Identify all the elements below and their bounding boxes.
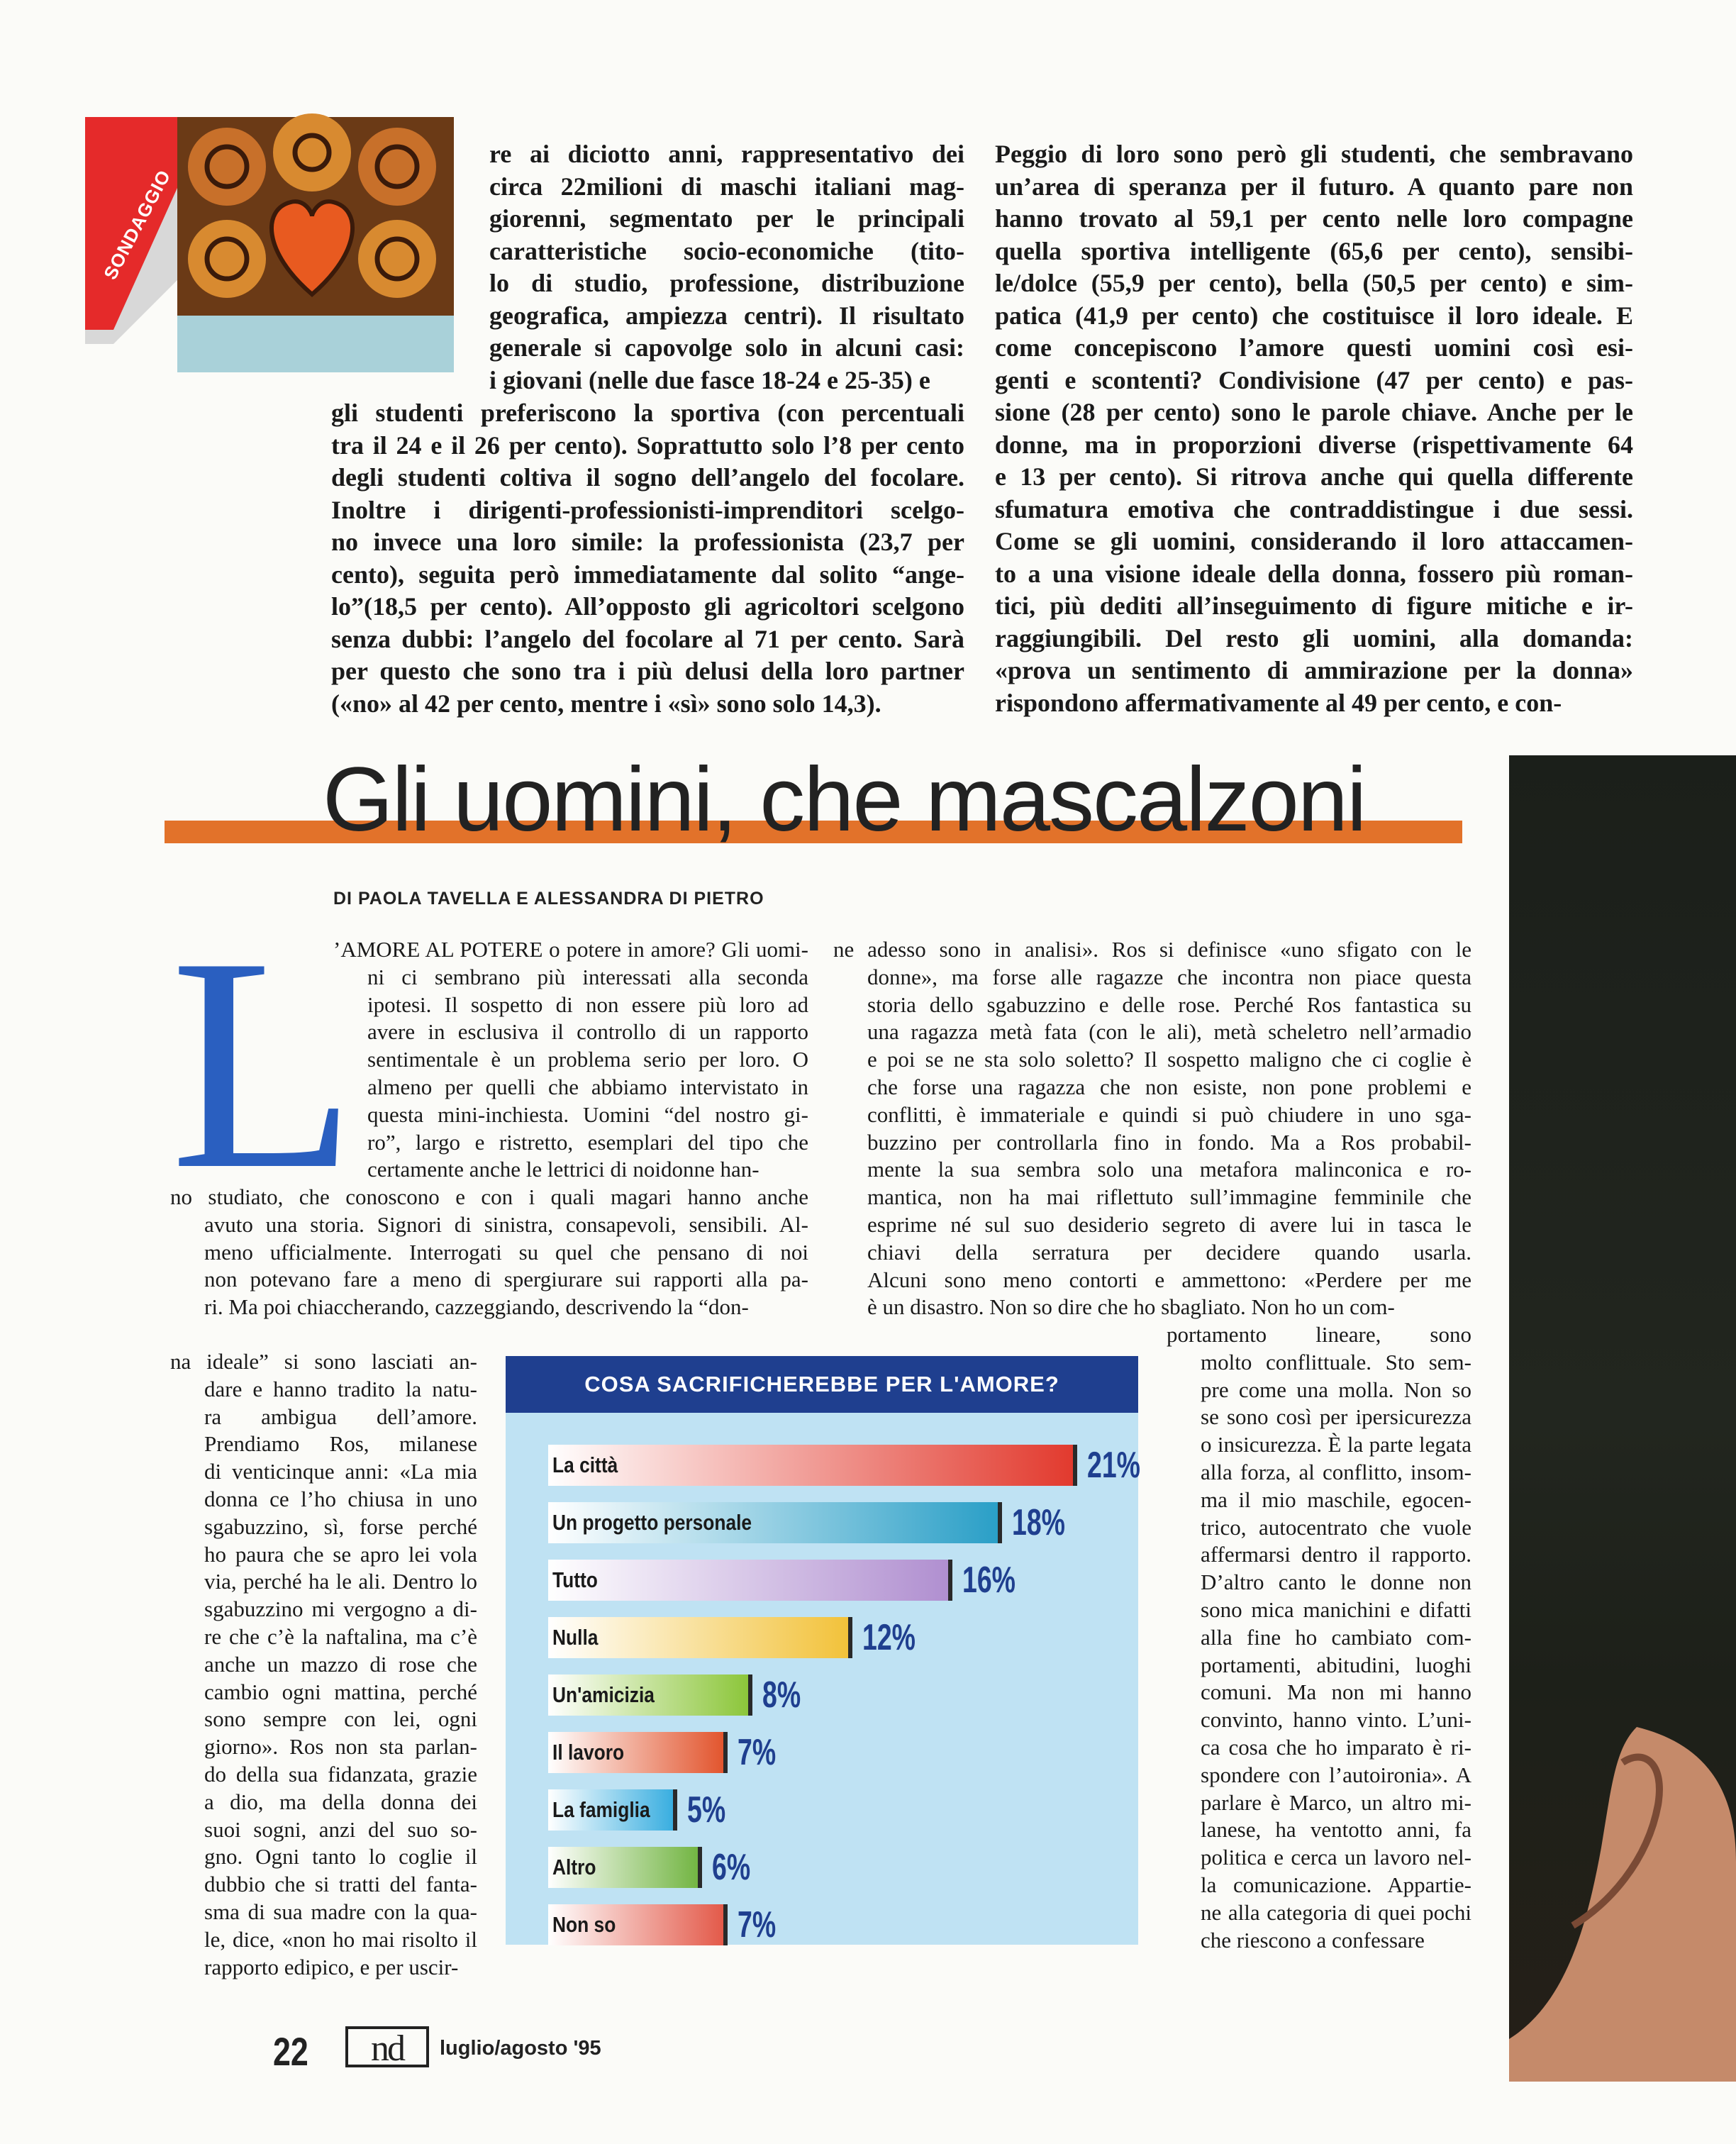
text-line: senza dubbi: l’angelo del focolare al 71 per cento. Sarà xyxy=(331,624,964,653)
text-line: giorenni, segmentato per le principali xyxy=(489,204,964,233)
text-line: ne adesso sono in analisi». Ros si definisce «uno sfigato con le xyxy=(833,937,1471,962)
article-left-narrow xyxy=(170,1348,477,1981)
text-line: hanno trovato al 59,1 per cento nelle loro compagne xyxy=(995,204,1633,233)
text-line: degli studenti coltiva il sogno dell’angelo del focolare. xyxy=(331,463,964,491)
text-line: sgabuzzino mi vergogno a di- xyxy=(204,1596,477,1622)
text-line: do della sua fidanzata, grazie xyxy=(204,1761,477,1787)
text-line: patica (41,9 per cento) che costituisce il loro ideale. E xyxy=(995,301,1633,330)
text-line: re che c’è la naftalina, ma c’è xyxy=(204,1623,477,1649)
bar-label: Tutto xyxy=(552,1567,598,1592)
text-line: sma di sua madre con la qua- xyxy=(204,1899,477,1924)
text-line: portamento lineare, sono xyxy=(1167,1322,1471,1347)
text-line: genti e scontenti? Condivisione (47 per cento) e pas- xyxy=(995,365,1633,394)
article-intro xyxy=(333,936,808,1184)
bar-value-label: 8% xyxy=(762,1674,801,1716)
drop-cap: L xyxy=(170,895,357,1233)
bar-label: Un progetto personale xyxy=(552,1510,752,1535)
text-line: Alcuni sono meno contorti e ammettono: «Perdere per me xyxy=(867,1267,1471,1292)
text-line: pre come una molla. Non so xyxy=(1201,1377,1471,1402)
bar-value-label: 7% xyxy=(738,1732,777,1773)
text-line: lo di studio, professione, distribuzione xyxy=(489,269,964,297)
text-line: ni ci sembrano più interessati alla seconda xyxy=(367,964,808,989)
text-line: sentimentale è un problema serio per loro. O xyxy=(367,1047,808,1072)
bar-edge xyxy=(1073,1445,1077,1486)
bar-edge xyxy=(848,1617,852,1658)
text-line: gli studenti preferiscono la sportiva (con percentuali xyxy=(331,399,964,427)
text-line: caratteristiche socio-economiche (tito- xyxy=(489,236,964,265)
text-line: donne», ma forse alle ragazze che incontra non piace questa xyxy=(867,964,1471,989)
text-line: rispondono affermativamente al 49 per cento, e con- xyxy=(995,688,1562,717)
bar-label: La città xyxy=(552,1453,618,1477)
text-line: le/dolce (55,9 per cento), bella (50,5 per cento) e sim- xyxy=(995,269,1633,297)
text-line: suoi sogni, anzi del suo so- xyxy=(204,1816,477,1842)
text-line: tra il 24 e il 26 per cento). Soprattutto solo l’8 per cento xyxy=(331,431,964,460)
bar-edge xyxy=(723,1732,728,1773)
bar-label: La famiglia xyxy=(552,1797,650,1822)
byline: DI PAOLA TAVELLA E ALESSANDRA DI PIETRO xyxy=(333,889,764,909)
magazine-logo: nd xyxy=(345,2026,429,2067)
text-line: avuto una storia. Signori di sinistra, consapevoli, sensibili. Al- xyxy=(204,1211,808,1237)
text-line: di venticinque anni: «La mia xyxy=(204,1459,477,1484)
text-line: rapporto edipico, e per uscir- xyxy=(204,1954,459,1979)
text-line: per questo che sono tra i più delusi della loro partner xyxy=(331,657,964,685)
text-line: politica e cerca un lavoro nel- xyxy=(1201,1845,1471,1870)
text-line: lanese, ha ventotto anni, fa xyxy=(1201,1817,1471,1843)
text-line: i giovani (nelle due fasce 18-24 e 25-35) e xyxy=(489,365,930,394)
text-line: geografica, ampiezza centri). Il risultato xyxy=(489,301,964,330)
text-line: dare e hanno tradito la natu- xyxy=(204,1376,477,1401)
issue-date: luglio/agosto '95 xyxy=(440,2037,601,2060)
text-line: Inoltre i dirigenti-professionisti-imprenditori scelgo- xyxy=(331,495,964,524)
text-line: no invece una loro simile: la professionista (23,7 per xyxy=(331,528,964,556)
text-line: un’area di speranza per il futuro. A quanto pare non xyxy=(995,172,1633,201)
text-line: ma il mio maschile, egocen- xyxy=(1201,1487,1471,1512)
text-line: no studiato, che conoscono e con i quali magari hanno anche xyxy=(170,1184,808,1209)
text-line: ca cosa che ho imparato è ri- xyxy=(1201,1734,1471,1760)
text-line: lo”(18,5 per cento). All’opposto gli agricoltori scelgono xyxy=(331,592,964,621)
text-line: le, dice, «non ho mai risolto il xyxy=(204,1926,477,1952)
text-line: tici, più dediti all’inseguimento di figure mitiche e ir- xyxy=(995,591,1633,620)
text-line: alla forza, al conflitto, insom- xyxy=(1201,1459,1471,1484)
text-line: anche un mazzo di rose che xyxy=(204,1651,477,1677)
bar-value-label: 5% xyxy=(687,1789,726,1831)
bar-label: Non so xyxy=(552,1912,616,1937)
text-line: conflitti, è immateriale e quindi si può chiudere in uno sga- xyxy=(867,1101,1471,1127)
bar-value-label: 6% xyxy=(712,1847,751,1888)
text-line: Come se gli uomini, considerando il loro attaccamen- xyxy=(995,527,1633,555)
text-line: circa 22milioni di maschi italiani mag- xyxy=(489,172,964,201)
text-line: cambio ogni mattina, perché xyxy=(204,1679,477,1704)
text-line: trico, autocentrato che vuole xyxy=(1201,1514,1471,1540)
text-line: affermarsi dentro il rapporto. xyxy=(1201,1542,1471,1567)
text-line: buzzino per controllarla fino in fondo. Ma a Ros probabil- xyxy=(867,1129,1471,1155)
text-line: esprime né sul suo desiderio segreto di avere lui in tasca le xyxy=(867,1211,1471,1237)
bar-value-label: 12% xyxy=(862,1617,916,1658)
text-line: donna ce l’ho chiusa in uno xyxy=(204,1486,477,1511)
top-right-column xyxy=(995,138,1633,719)
text-line: chiavi della serratura per decidere quando usarla. xyxy=(867,1239,1471,1265)
text-line: è un disastro. Non so dire che ho sbagliato. Non ho un com- xyxy=(867,1294,1395,1320)
bar-value-label: 7% xyxy=(738,1904,777,1945)
text-line: storia dello sgabuzzino e delle rose. Perché Ros fantastica su xyxy=(867,992,1471,1017)
text-line: mente la sua sembra solo una metafora malinconica e ro- xyxy=(867,1157,1471,1182)
text-line: dubbio che si tratti del fanta- xyxy=(204,1872,477,1897)
text-line: non potevano fare a meno di spergiurare sui rapporti alla pa- xyxy=(204,1267,808,1292)
text-line: quella sportiva intelligente (65,6 per cento), sensibi- xyxy=(995,236,1633,265)
text-line: alla fine ho cambiato com- xyxy=(1201,1624,1471,1650)
text-line: ra ambigua dell’amore. xyxy=(204,1404,477,1429)
text-line: donne, ma in proporzioni diverse (rispettivamente 64 xyxy=(995,430,1633,459)
text-line: Prendiamo Ros, milanese xyxy=(204,1431,477,1457)
text-line: convinto, hanno vinto. L’uni- xyxy=(1201,1707,1471,1733)
text-line: raggiungibili. Del resto gli uomini, alla domanda: xyxy=(995,623,1633,652)
bar-edge xyxy=(673,1789,677,1831)
text-line: ri. Ma poi chiaccherando, cazzeggiando, descrivendo la “don- xyxy=(204,1294,749,1320)
text-line: parlare è Marco, un altro mi- xyxy=(1201,1789,1471,1815)
bar-label: Il lavoro xyxy=(552,1740,625,1765)
bar xyxy=(548,1560,948,1601)
bar-value-label: 21% xyxy=(1087,1445,1140,1486)
text-line: che riescono a confessare xyxy=(1201,1927,1425,1953)
text-line: ne alla categoria di quei pochi xyxy=(1201,1899,1471,1925)
bar-edge xyxy=(998,1502,1002,1543)
text-line: ipotesi. Il sospetto di non essere più loro ad xyxy=(367,992,808,1017)
text-line: che forse una ragazza che non esiste, non pone problemi e xyxy=(867,1074,1471,1099)
article-title: Gli uomini, che mascalzoni xyxy=(323,749,1366,850)
bar-edge xyxy=(698,1847,702,1888)
text-line: generale si capovolge solo in alcuni casi: xyxy=(489,333,964,362)
text-line: ro”, largo e ristretto, esemplari del tipo che xyxy=(367,1129,808,1155)
bar-chart xyxy=(506,1356,1138,1945)
text-line: sfumatura emotiva che contraddistingue i due sessi. xyxy=(995,494,1633,523)
text-line: Peggio di loro sono però gli studenti, che sembravano xyxy=(995,140,1633,168)
text-line: e poi se ne sta solo soletto? Il sospetto maligno che ci coglie è xyxy=(867,1047,1471,1072)
text-line: sono sempre con lei, ogni xyxy=(204,1706,477,1732)
bar-value-label: 18% xyxy=(1012,1502,1065,1543)
photo xyxy=(1509,755,1736,2082)
text-line: gno. Ogni tanto lo coglie il xyxy=(204,1844,477,1870)
text-line: se sono così per ipersicurezza xyxy=(1201,1404,1471,1430)
text-line: sono mica manichini e difatti xyxy=(1201,1596,1471,1622)
text-line: la comunicazione. Appartie- xyxy=(1201,1872,1471,1897)
text-line: certamente anche le lettrici di noidonne han- xyxy=(367,1157,760,1182)
text-line: na ideale” si sono lasciati an- xyxy=(170,1349,477,1374)
text-line: almeno per quelli che abbiamo intervistato in xyxy=(367,1074,808,1099)
text-line: a dio, ma della donna dei xyxy=(204,1789,477,1814)
bar-label: Un'amicizia xyxy=(552,1682,655,1707)
bar-value-label: 16% xyxy=(962,1560,1016,1601)
text-line: to a una visione ideale della donna, fossero più roman- xyxy=(995,559,1633,588)
bar-label: Altro xyxy=(552,1855,596,1879)
bar-edge xyxy=(723,1904,728,1945)
section-tag: SONDAGGIO xyxy=(99,166,175,284)
text-line: come concepiscono l’amore questi uomini così esi- xyxy=(995,333,1633,362)
text-line: molto conflittuale. Sto sem- xyxy=(1201,1349,1471,1374)
text-line: re ai diciotto anni, rappresentativo dei xyxy=(489,140,964,168)
text-line: questa mini-inchiesta. Uomini “del nostro gi- xyxy=(367,1101,808,1127)
text-line: o insicurezza. È la parte legata xyxy=(1201,1432,1471,1457)
text-line: via, perché ha le ali. Dentro lo xyxy=(204,1569,477,1594)
text-line: sgabuzzino, sì, forse perché xyxy=(204,1513,477,1539)
text-line: giorno». Ros non sta parlan- xyxy=(204,1734,477,1760)
text-line: spondere con l’autoironia». A xyxy=(1201,1762,1471,1787)
text-line: portamenti, abitudini, luoghi xyxy=(1201,1652,1471,1677)
text-line: mantica, non ha mai riflettuto sull’immagine femminile che xyxy=(867,1184,1471,1210)
bar-edge xyxy=(748,1674,752,1716)
sondaggio-illustration xyxy=(85,110,454,379)
text-line: avere in esclusiva il controllo di un rapporto xyxy=(367,1019,808,1045)
bar-label: Nulla xyxy=(552,1625,599,1650)
text-line: una ragazza metà fata (con le ali), metà scheletro nell’armadio xyxy=(867,1019,1471,1045)
article-right-narrow xyxy=(1167,1321,1471,1954)
text-line: sione (28 per cento) sono le parole chiave. Anche per le xyxy=(995,398,1633,426)
article-left-full xyxy=(170,1184,808,1321)
text-line: e 13 per cento). Si ritrova anche qui quella differente xyxy=(995,462,1633,491)
text-line: comuni. Ma non mi hanno xyxy=(1201,1679,1471,1705)
top-left-column xyxy=(489,138,964,396)
top-left-column-wide xyxy=(331,397,964,720)
text-line: («no» al 42 per cento, mentre i «sì» sono solo 14,3). xyxy=(331,689,881,718)
text-line: ho paura che se apro lei vola xyxy=(204,1541,477,1567)
article-right-full xyxy=(833,936,1471,1321)
bar-edge xyxy=(948,1560,952,1601)
text-line: cento), seguita però immediatamente dal solito “ange- xyxy=(331,560,964,589)
bar xyxy=(548,1445,1073,1486)
page-number: 22 xyxy=(273,2029,308,2074)
text-line: ’AMORE AL POTERE o potere in amore? Gli uomi- xyxy=(333,937,808,962)
text-line: «prova un sentimento di ammirazione per la donna» xyxy=(995,656,1633,684)
chart-title: COSA SACRIFICHEREBBE PER L'AMORE? xyxy=(506,1356,1138,1413)
text-line: meno ufficialmente. Interrogati su quel che pensano di noi xyxy=(204,1239,808,1265)
text-line: D’altro canto le donne non xyxy=(1201,1570,1471,1595)
